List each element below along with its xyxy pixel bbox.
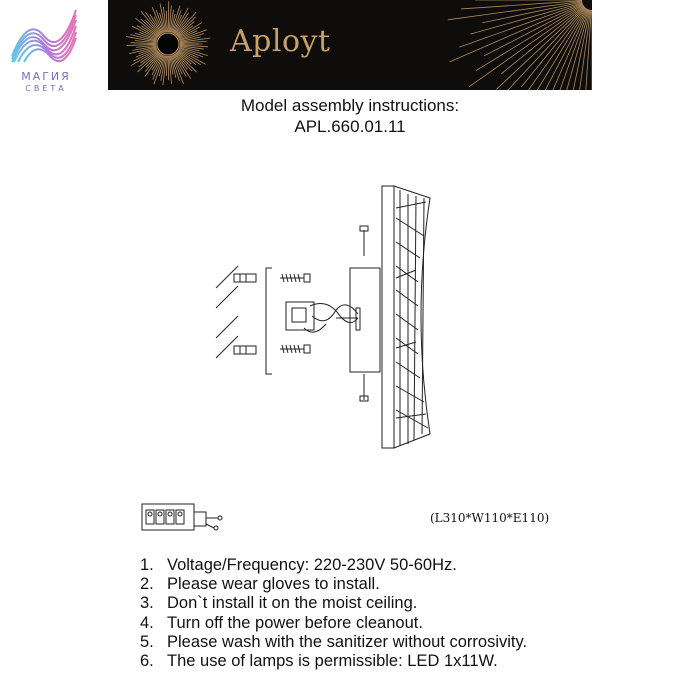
sunburst-ray	[168, 1, 169, 32]
brand-banner	[108, 0, 592, 90]
instructions-list	[140, 556, 527, 671]
assembly-diagram	[200, 178, 440, 454]
list-item	[140, 614, 527, 633]
brand-name: Aployt	[230, 24, 331, 59]
item-text: Please wear gloves to install.	[167, 575, 380, 594]
sunburst-ray	[476, 5, 584, 70]
model-number: APL.660.01.11	[294, 117, 406, 136]
item-number: 3.	[140, 594, 154, 613]
logo-text-line2: СВЕТА	[25, 84, 67, 93]
wiring-schematic	[140, 500, 230, 540]
item-text: Don`t install it on the moist ceiling.	[167, 594, 418, 613]
sunburst-ray	[179, 48, 203, 57]
sunburst-decoration-icon	[108, 0, 592, 90]
page-title: Model assembly instructions:	[240, 96, 460, 115]
item-text: Please wash with the sanitizer without corrosivity.	[167, 632, 528, 651]
item-number: 1.	[140, 556, 154, 574]
logo-text-line1: МАГИЯ	[21, 70, 71, 83]
list-item	[140, 652, 527, 671]
list-item	[140, 594, 527, 613]
wave-logo-icon	[10, 6, 80, 64]
sunburst-ray	[172, 10, 181, 32]
sunburst-core	[157, 33, 179, 55]
sunburst-ray	[582, 10, 591, 90]
magiya-sveta-logo	[4, 6, 84, 96]
sunburst-ray	[131, 43, 156, 44]
item-number: 4.	[140, 613, 154, 632]
list-item	[140, 633, 527, 652]
dimensions-label: (L310*W110*E110)	[430, 511, 550, 525]
item-text: The use of lamps is permissible: LED 1x11W.	[167, 652, 498, 671]
list-item	[140, 556, 527, 575]
item-text: Turn off the power before cleanout.	[167, 613, 423, 632]
item-text: Voltage/Frequency: 220-230V 50-60Hz.	[167, 556, 457, 574]
item-number: 2.	[140, 575, 154, 594]
sunburst-ray	[127, 44, 156, 45]
item-number: 5.	[140, 632, 154, 651]
list-item	[140, 575, 527, 594]
item-number: 6.	[140, 652, 154, 671]
